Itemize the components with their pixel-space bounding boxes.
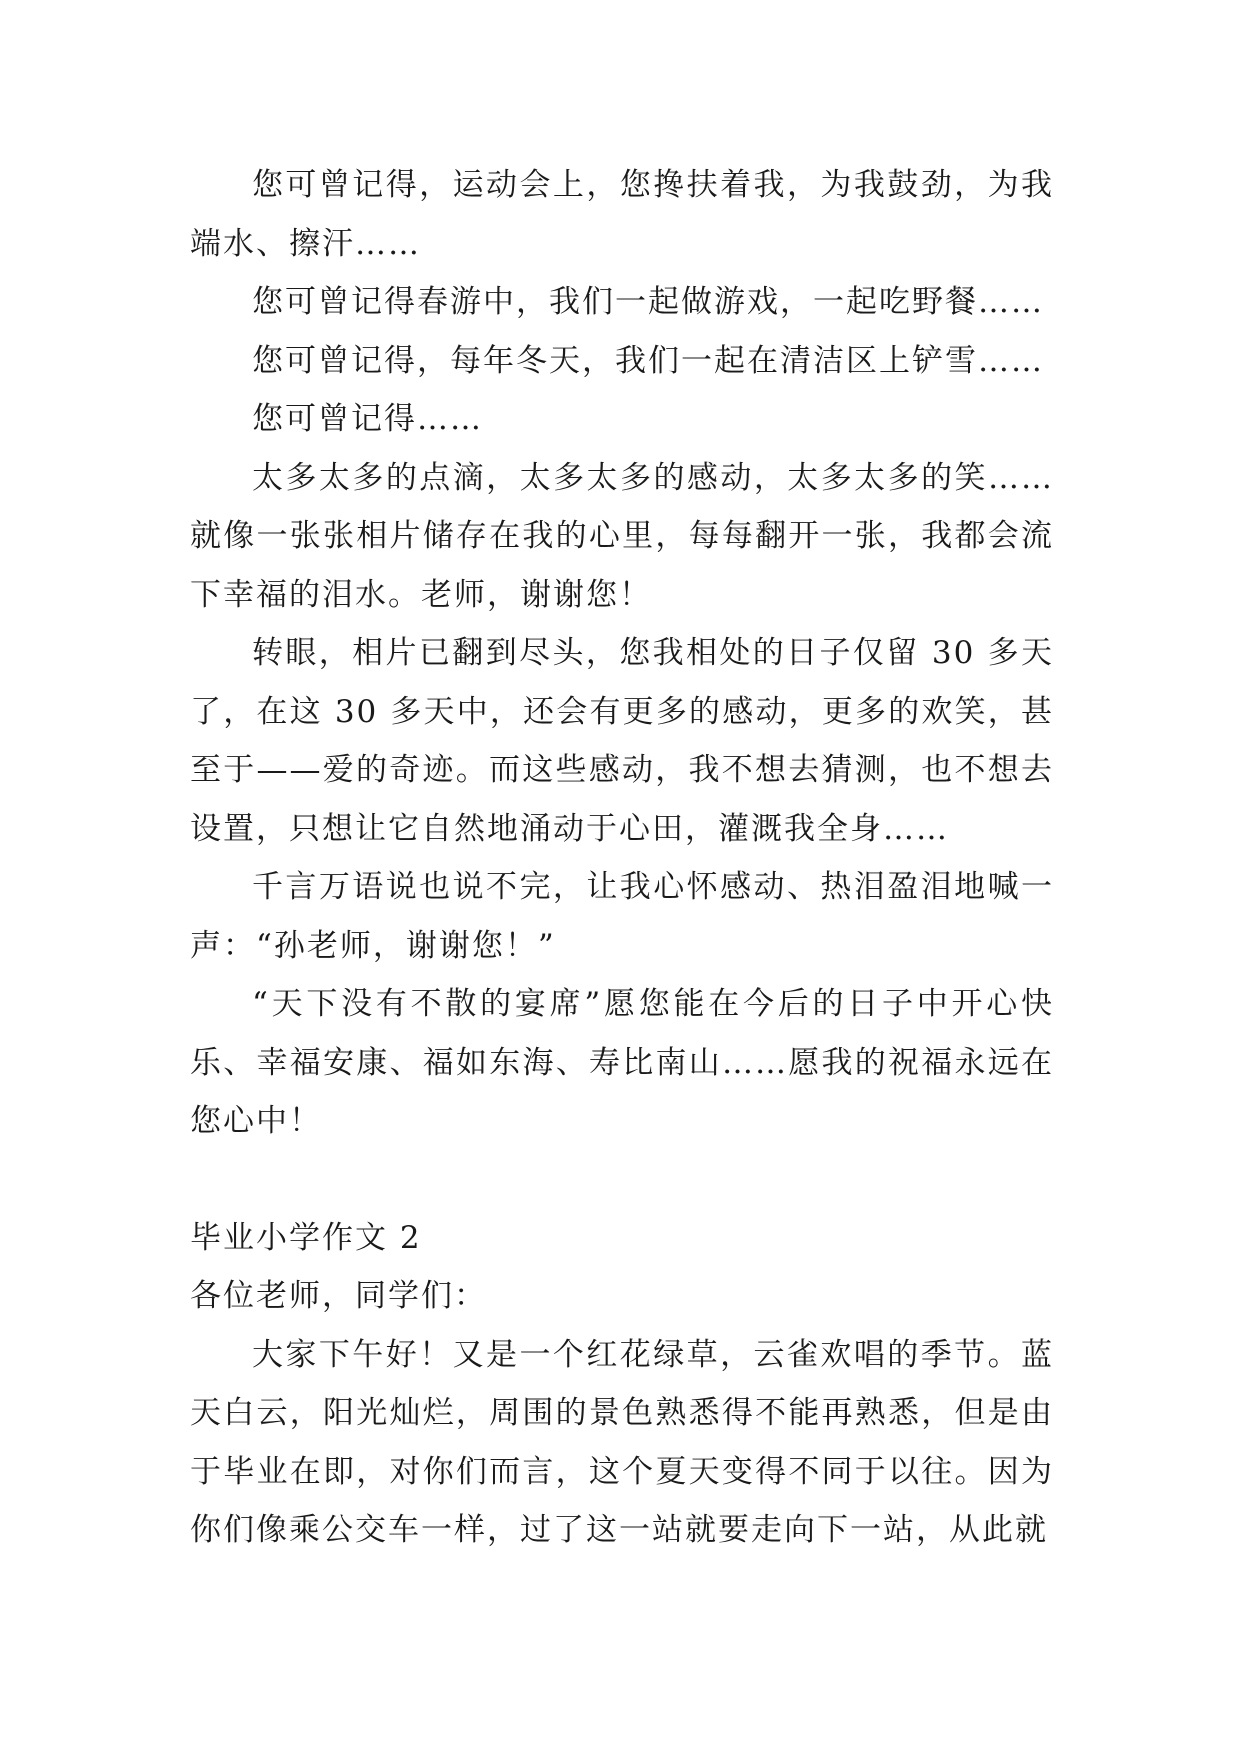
paragraph-spring-outing: 您可曾记得春游中，我们一起做游戏，一起吃野餐…… (252, 284, 1044, 320)
paragraph-speech-opening: 大家下午好！又是一个红花绿草，云雀欢唱的季节。蓝天白云，阳光灿烂，周围的景色熟悉得不能再熟悉，但是由于毕业在即，对你们而言，这个夏天变得不同于以往。因为你们像乘公交车一样，过了这一站就要走向下一站，从此就 (190, 1336, 1054, 1548)
paragraph-memories: 太多太多的点滴，太多太多的感动，太多太多的笑……就像一张张相片储存在我的心里，每每翻开一张，我都会流下幸福的泪水。老师，谢谢您！ (190, 459, 1054, 613)
salutation: 各位老师，同学们： (190, 1278, 487, 1314)
paragraph-winter-snow: 您可曾记得，每年冬天，我们一起在清洁区上铲雪…… (252, 342, 1044, 379)
paragraph-blessing: “天下没有不散的宴席”愿您能在今后的日子中开心快乐、幸福安康、福如东海、寿比南山……愿我的祝福永远在您心中！ (190, 986, 1054, 1139)
paragraph-thanks: 千言万语说也说不完，让我心怀感动、热泪盈泪地喊一声：“孙老师，谢谢您！” (190, 869, 1054, 964)
document-body (190, 156, 1054, 1560)
paragraph-sports-day: 您可曾记得，运动会上，您搀扶着我，为我鼓劲，为我端水、擦汗…… (190, 167, 1054, 262)
paragraph-remember: 您可曾记得…… (252, 401, 483, 437)
paragraph-thirty-days: 转眼，相片已翻到尽头，您我相处的日子仅留 30 多天了，在这 30 多天中，还会有更多的感动，更多的欢笑，甚至于——爱的奇迹。而这些感动，我不想去猜测，也不想去设置，只想让它自然地涌动于心田，灌溉我全身…… (190, 635, 1054, 847)
section-gap (190, 1151, 1054, 1209)
section-title: 毕业小学作文 2 (190, 1219, 422, 1256)
